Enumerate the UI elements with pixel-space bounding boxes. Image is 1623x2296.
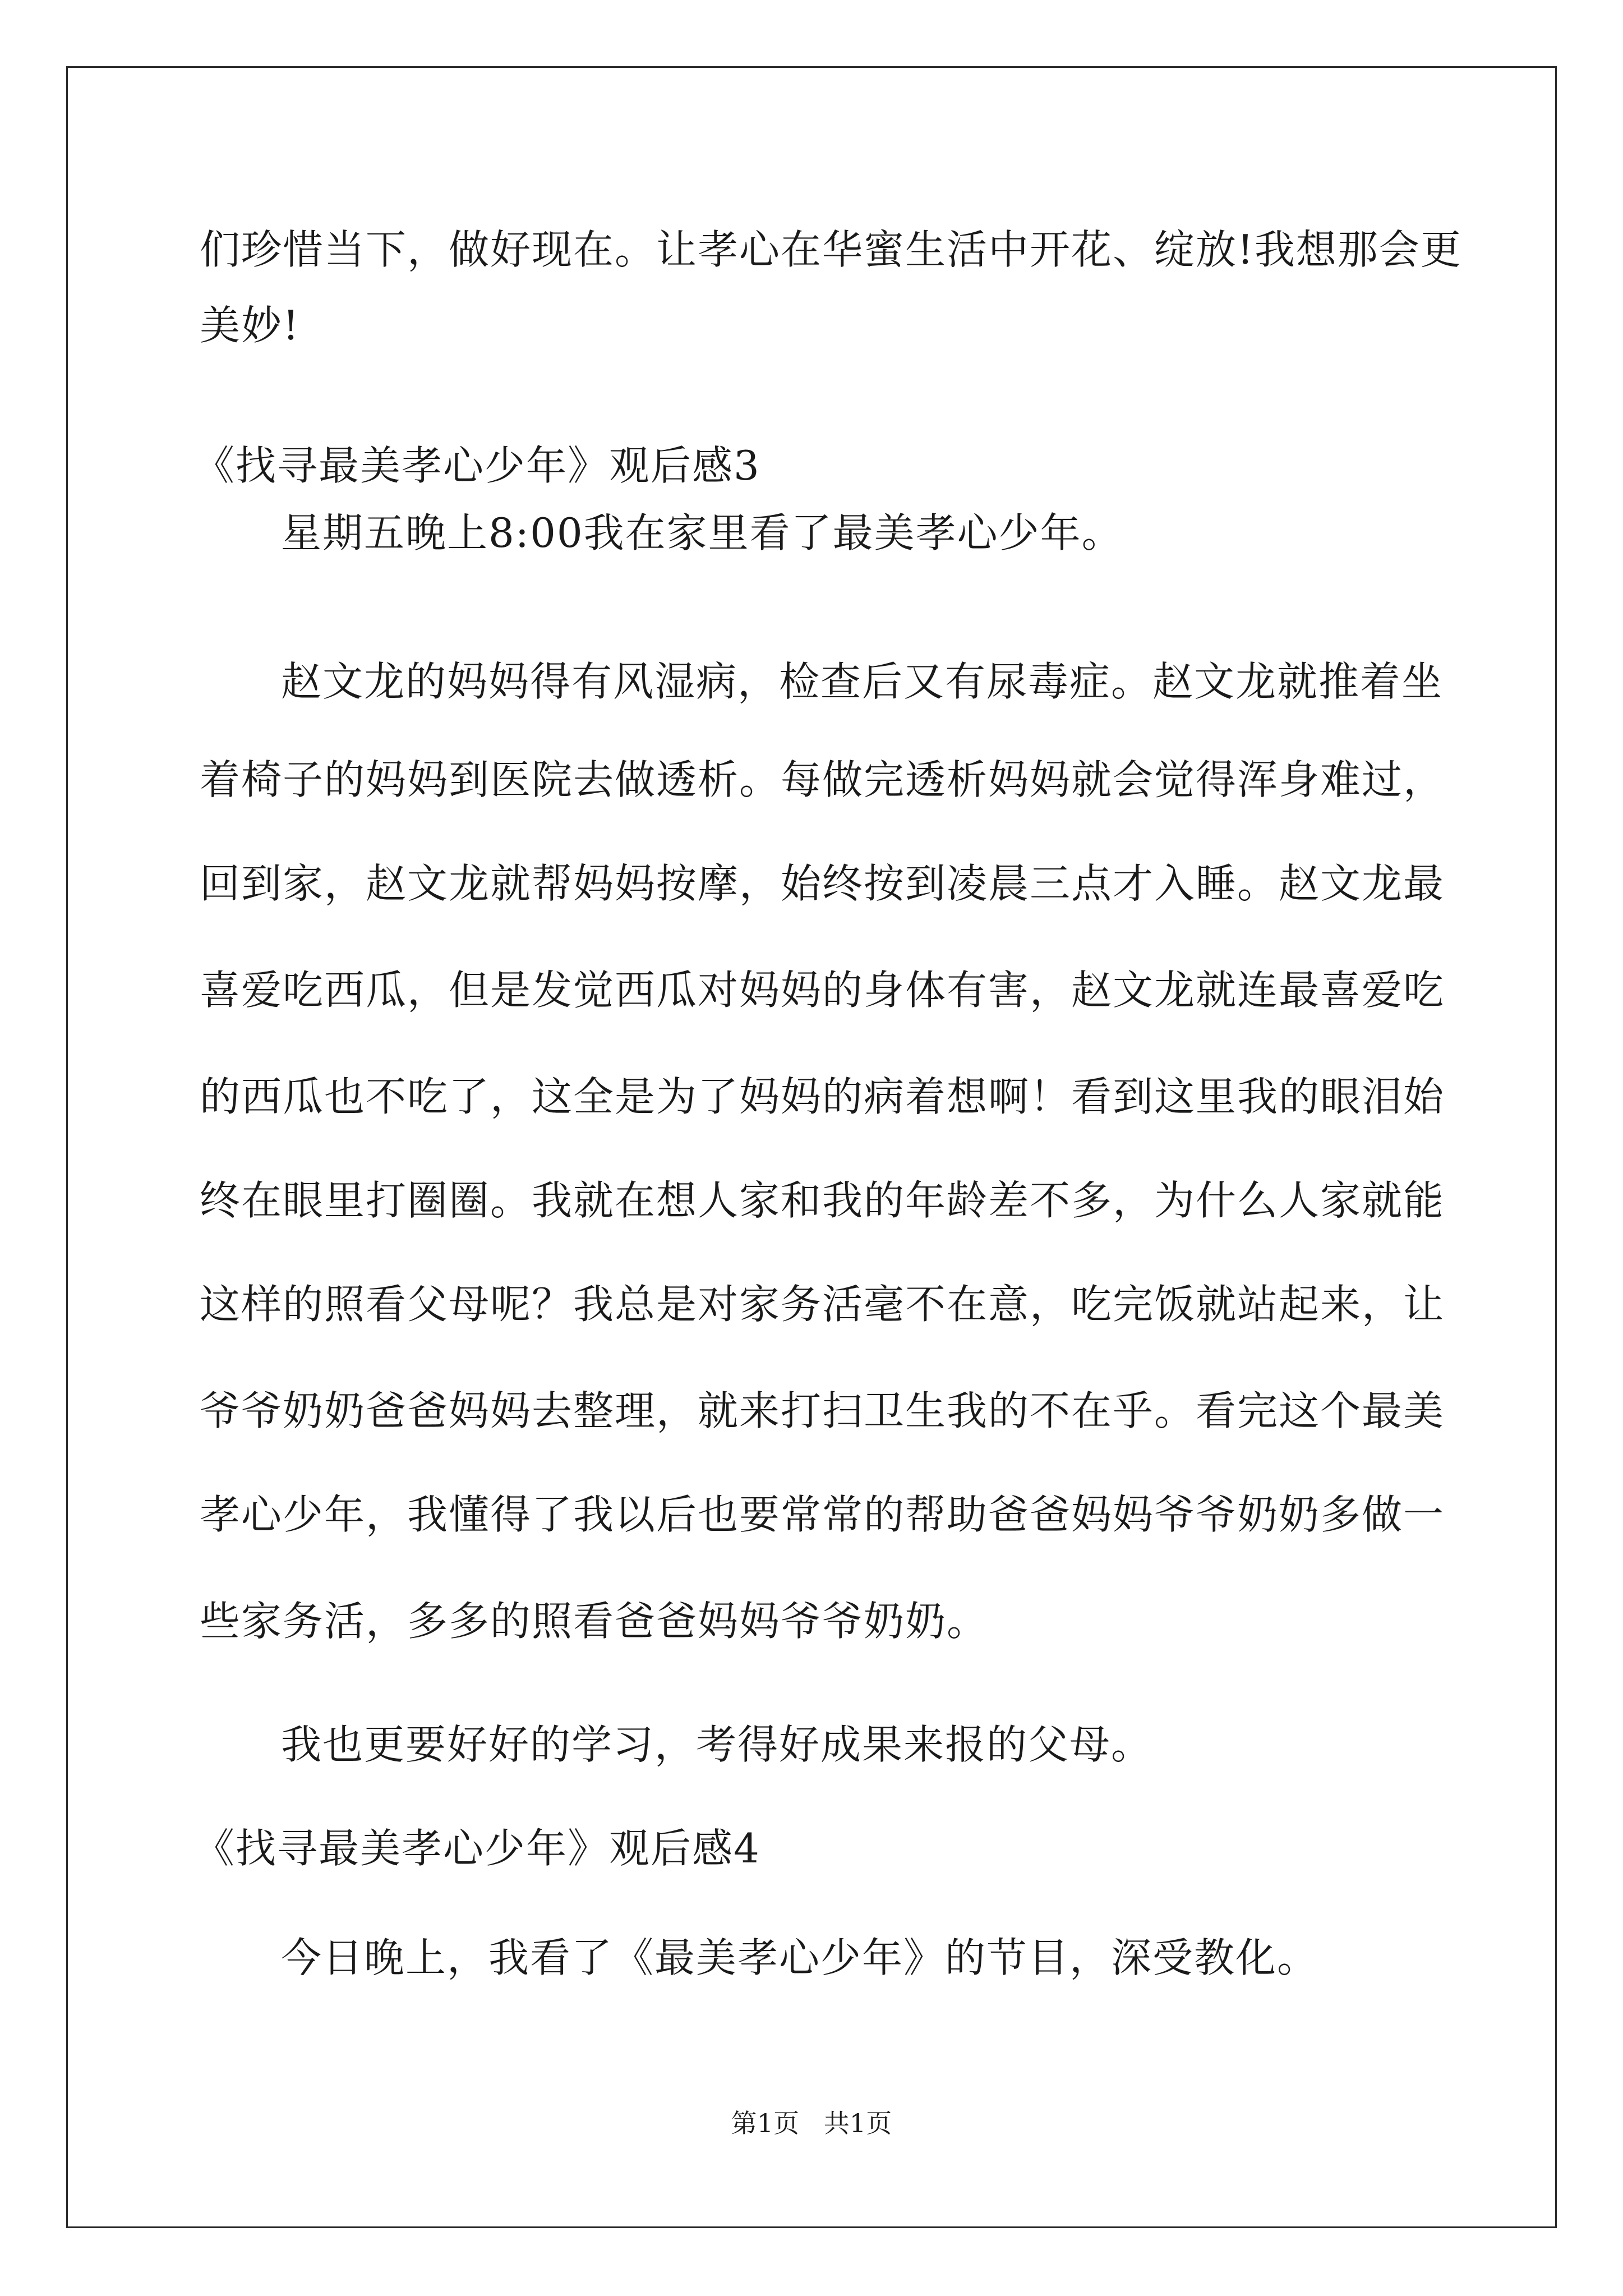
- paragraph-line: 回到家，赵文龙就帮妈妈按摩，始终按到凌晨三点才入睡。赵文龙最: [200, 860, 1445, 907]
- paragraph-line: 星期五晚上8:00我在家里看了最美孝心少年。: [281, 509, 1123, 556]
- paragraph-line: 赵文龙的妈妈得有风湿病，检查后又有尿毒症。赵文龙就推着坐: [281, 658, 1444, 705]
- paragraph-line: 些家务活，多多的照看爸爸妈妈爷爷奶奶。: [200, 1598, 989, 1645]
- page-border: [66, 66, 1557, 2228]
- paragraph-line: 这样的照看父母呢？我总是对家务活毫不在意，吃完饭就站起来，让: [200, 1281, 1445, 1328]
- section-heading-4: 《找寻最美孝心少年》观后感4: [194, 1825, 760, 1872]
- paragraph-line: 孝心少年，我懂得了我以后也要常常的帮助爸爸妈妈爷爷奶奶多做一: [200, 1491, 1445, 1538]
- paragraph-line: 今日晚上，我看了《最美孝心少年》的节目，深受教化。: [281, 1934, 1319, 1981]
- paragraph-line: 着椅子的妈妈到医院去做透析。每做完透析妈妈就会觉得浑身难过，: [200, 756, 1445, 803]
- paragraph-line: 美妙!: [200, 302, 300, 349]
- paragraph-line: 终在眼里打圈圈。我就在想人家和我的年龄差不多，为什么人家就能: [200, 1177, 1445, 1224]
- section-heading-3: 《找寻最美孝心少年》观后感3: [194, 442, 760, 489]
- paragraph-line: 喜爱吃西瓜，但是发觉西瓜对妈妈的身体有害，赵文龙就连最喜爱吃: [200, 967, 1445, 1014]
- page-footer: 第1页 共1页: [731, 2108, 892, 2138]
- paragraph-line: 们珍惜当下，做好现在。让孝心在华蜜生活中开花、绽放!我想那会更: [200, 226, 1462, 273]
- paragraph-line: 我也更要好好的学习，考得好成果来报的父母。: [281, 1721, 1153, 1768]
- paragraph-line: 爷爷奶奶爸爸妈妈去整理，就来打扫卫生我的不在乎。看完这个最美: [200, 1387, 1445, 1434]
- paragraph-line: 的西瓜也不吃了，这全是为了妈妈的病着想啊！看到这里我的眼泪始: [200, 1073, 1445, 1120]
